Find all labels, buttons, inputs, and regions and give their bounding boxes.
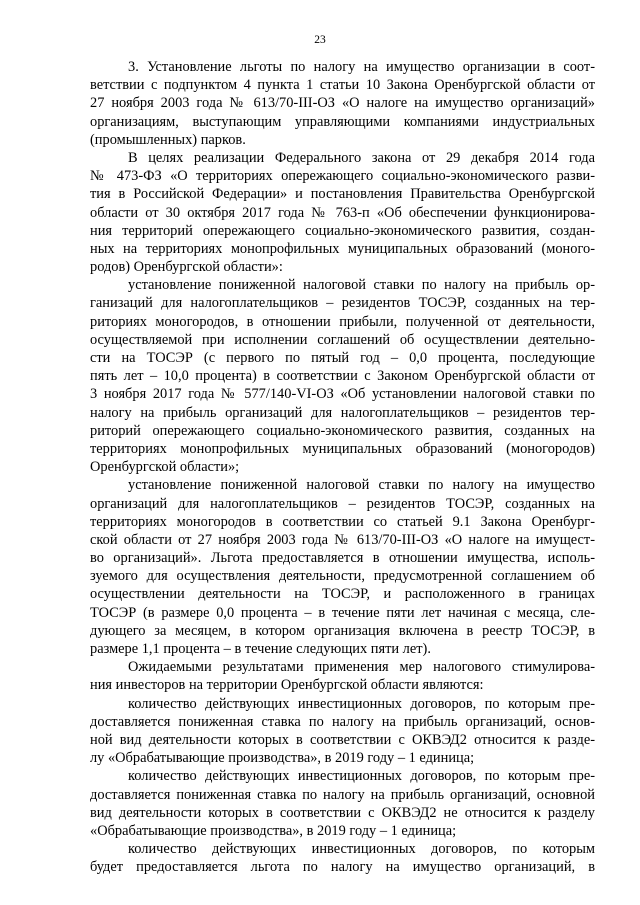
text-line: доставляется пониженная ставка по налогу на прибыль организаций, основной (90, 786, 595, 803)
page-number: 23 (314, 34, 326, 46)
paragraph-result-non-manufacturing (90, 767, 595, 840)
text-line: ветствии с подпунктом 4 пункта 1 статьи 10 Закона Оренбургской области от (90, 77, 595, 94)
text-line: родов) Оренбургской области»: (90, 259, 283, 276)
paragraph-profit-tax-rate (90, 276, 595, 476)
text-line: ТОСЭР (в размере 0,0 процента – в течение пяти лет начиная с месяца, сле- (90, 604, 595, 621)
text-line: установление пониженной налоговой ставки по налогу на имущество (128, 477, 595, 494)
text-line: (промышленных) парков. (90, 131, 246, 148)
text-line: ской области от 27 ноября 2003 года № 613/70-III-ОЗ «О налоге на имущест- (90, 531, 595, 548)
text-line: области от 30 октября 2017 года № 763-п «Об обеспечении функционирова- (90, 204, 595, 221)
text-line: «Обрабатывающие производства», в 2019 году – 1 единица; (90, 822, 457, 839)
text-line: ния инвесторов на территории Оренбургской области являются: (90, 677, 484, 694)
text-line: вид деятельности которых в соответствии с ОКВЭД2 не относится к разделу (90, 804, 595, 821)
document-body (90, 58, 595, 876)
text-line: тия в Российской Федерации» и постановления Правительства Оренбургской (90, 186, 595, 203)
text-line: налогу на прибыль организаций для налогоплательщиков – резидентов тер- (90, 404, 595, 421)
text-line: во организаций». Льгота предоставляется в отношении имущества, исполь- (90, 550, 595, 567)
text-line: дующего за месяцем, в котором организация включена в реестр ТОСЭР, в (90, 622, 595, 639)
text-line: ния территорий опережающего социально-экономического развития, создан- (90, 222, 595, 239)
paragraph-expected-results (90, 658, 595, 694)
paragraph-result-property-tax (90, 840, 595, 876)
text-line: лу «Обрабатывающие производства», в 2019 году – 1 единица; (90, 750, 475, 767)
text-line: установление пониженной налоговой ставки по налогу на прибыль ор- (128, 277, 595, 294)
text-line: сти на ТОСЭР (с первого по пятый год – 0,0 процента, последующие (90, 350, 595, 366)
text-line: территориях моногородов в соответствии со статьей 9.1 Закона Оренбург- (90, 513, 595, 530)
text-line: 3. Установление льготы по налогу на имущество организации в соот- (128, 59, 595, 75)
text-line: количество действующих инвестиционных договоров, по которым (128, 841, 595, 858)
text-line: пять лет – 10,0 процента) в соответствии с Законом Оренбургской области от (90, 368, 595, 385)
text-line: № 473-ФЗ «О территориях опережающего социально-экономического разви- (90, 168, 595, 185)
paragraph-property-tax-rate (90, 476, 595, 658)
text-line: количество действующих инвестиционных договоров, по которым пре- (128, 768, 595, 785)
text-line: осуществлении деятельности на ТОСЭР, и расположенного в границах (90, 586, 595, 603)
paragraph-federal-law-intro (90, 149, 595, 276)
text-line: Оренбургской области»; (90, 459, 240, 476)
text-line: размере 1,1 процента – в течение следующих пяти лет). (90, 641, 431, 657)
text-line: риторий опережающего социально-экономического развития, созданных на (90, 422, 595, 439)
text-line: В целях реализации Федерального закона от 29 декабря 2014 года (128, 149, 595, 166)
text-line: осуществляемой при исполнении соглашений об осуществлении деятельно- (90, 331, 595, 348)
text-line: риториях моногородов, в отношении прибыли, полученной от деятельности, (90, 313, 595, 330)
text-line: ной вид деятельности которых в соответствии с ОКВЭД2 относится к разде- (90, 731, 595, 748)
text-line: количество действующих инвестиционных договоров, по которым пре- (128, 695, 595, 712)
text-line: будет предоставляется льгота по налогу на имущество организаций, в (90, 859, 595, 876)
text-line: организациям, выступающим управляющими компаниями индустриальных (90, 113, 595, 130)
text-line: ганизаций для налогоплательщиков – резидентов ТОСЭР, созданных на тер- (90, 295, 595, 312)
text-line: организаций для налогоплательщиков – резидентов ТОСЭР, созданных на (90, 495, 595, 512)
text-line: зуемого для осуществления деятельности, предусмотренной соглашением об (90, 568, 595, 585)
text-line: ных на территориях монопрофильных муниципальных образований (моного- (90, 240, 595, 257)
paragraph-result-manufacturing (90, 695, 595, 768)
text-line: 3 ноября 2017 года № 577/140-VI-ОЗ «Об установлении налоговой ставки по (90, 386, 595, 403)
text-line: доставляется пониженная ставка по налогу на прибыль организаций, основ- (90, 713, 595, 730)
text-line: 27 ноября 2003 года № 613/70-III-ОЗ «О налоге на имущество организаций» (90, 95, 595, 112)
paragraph-lgota-industrial-parks (90, 58, 595, 149)
text-line: территориях монопрофильных муниципальных образований (моногородов) (90, 440, 595, 457)
text-line: Ожидаемыми результатами применения мер налогового стимулирова- (128, 659, 595, 676)
